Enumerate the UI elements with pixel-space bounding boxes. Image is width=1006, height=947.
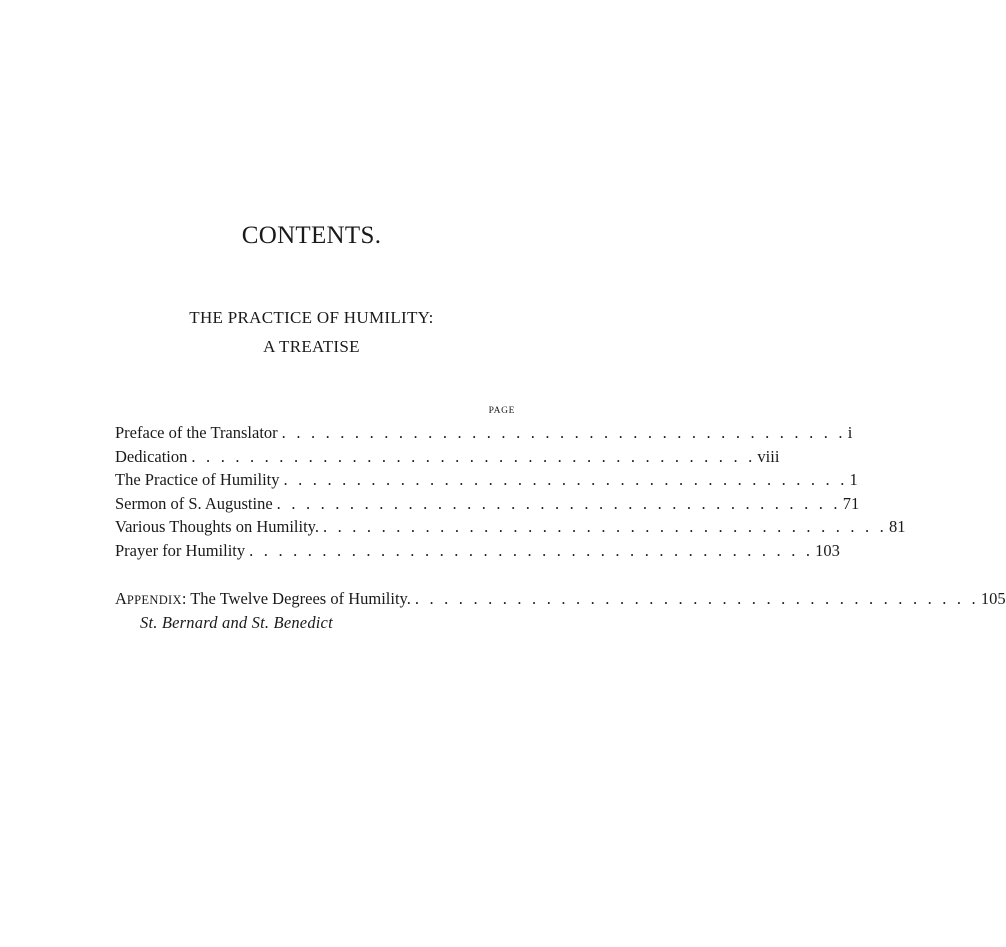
toc-entry-label: Prayer for Humility (115, 540, 246, 560)
page-title: CONTENTS. (241, 222, 382, 249)
appendix-title: : The Twelve Degrees of Humility. (181, 589, 411, 608)
toc-entry-label: Sermon of S. Augustine (115, 493, 273, 513)
toc-entry (115, 446, 780, 471)
toc-entry-page: i (847, 423, 853, 442)
toc-entry-page: 1 (849, 470, 858, 490)
toc-entry (115, 517, 906, 541)
toc-entry (115, 423, 853, 447)
toc-entry-page: 71 (842, 493, 860, 513)
toc-entry (115, 493, 860, 518)
dot-leader: . . . . . . . . . . . . . . . . . . . . . . . . . . . . . . . . . . . . . . . (191, 446, 756, 466)
toc-entry-page: 81 (889, 517, 906, 537)
dot-leader: . . . . . . . . . . . . . . . . . . . . . . . . . . . . . . . . . . . . . . . (283, 470, 848, 490)
dot-leader: . . . . . . . . . . . . . . . . . . . . . . . . . . . . . . . . . . . . . . . (249, 540, 814, 560)
toc-entry (115, 470, 858, 494)
toc-entry-label: Various Thoughts on Humility. (115, 517, 319, 537)
dot-leader: . . . . . . . . . . . . . . . . . . . . . . . . . . . . . . . . . . . . . . . (276, 493, 841, 513)
appendix-page: 105 (980, 589, 1006, 608)
appendix-prefix-initial: A (115, 589, 127, 608)
toc-entry-label: Preface of the Translator (115, 423, 278, 442)
dot-leader: . . . . . . . . . . . . . . . . . . . . . . . . . . . . . . . . . . . . . . . (281, 423, 846, 442)
toc-entry-label: The Practice of Humility (115, 470, 280, 490)
dot-leader: . . . . . . . . . . . . . . . . . . . . . . . . . . . . . . . . . . . . . . . (322, 517, 887, 537)
toc-entry-label: Dedication (115, 446, 188, 466)
dot-leader: . . . . . . . . . . . . . . . . . . . . . . . . . . . . . . . . . . . . . . . (414, 589, 979, 608)
appendix-prefix-rest: PPENDIX (126, 593, 182, 607)
treatise-title-line-2: A TREATISE (263, 337, 360, 356)
treatise-title-line-1: THE PRACTICE OF HUMILITY: (189, 308, 434, 327)
toc-entry (115, 589, 1006, 613)
appendix-subtitle: St. Bernard and St. Benedict (140, 613, 333, 632)
toc-entry-page: viii (757, 446, 780, 466)
appendix-label (115, 589, 411, 609)
toc-entry (115, 540, 840, 565)
toc-entry-page: 103 (815, 540, 840, 560)
table-of-contents (115, 423, 906, 565)
page-column-header: PAGE (488, 406, 515, 416)
appendix-entry (115, 589, 1006, 613)
